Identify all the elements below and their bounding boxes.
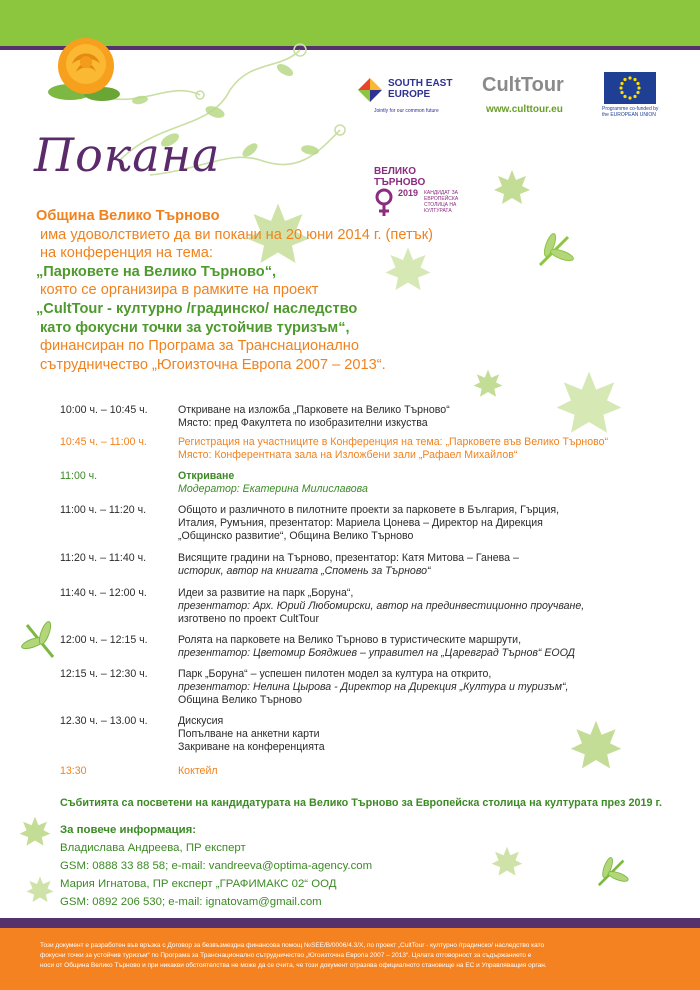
eu-flag-icon bbox=[604, 72, 656, 104]
conference-theme: „Парковете на Велико Търново“, bbox=[36, 263, 277, 280]
veliko-tarnovo-2019-logo: ВЕЛИКО ТЪРНОВО 2019 КАНДИДАТ ЗА ЕВРОПЕЙСКА СТОЛИЦА НА КУЛТУРАТА bbox=[372, 166, 472, 222]
maple-leaf-icon bbox=[25, 875, 55, 905]
footer-disclaimer: Този документ е разработен във връзка с Договор за безвъзмездна финансова помощ №SEE/B/0006/4.3/X, по проект „CultTour - културно /градинско/ наследство като фокусни точки за устойчив туризъм“ по Програма за Транснационално сътрудничество „Югоизточна Европа 2007 – 2013“. Цялата отговорност за съдържанието е носи от Община Велико Търново и при никакви обстоятелства не може да се счита, че този документ отразява официалното становище на ЕС и Управляващия орган. bbox=[40, 942, 547, 969]
dragonfly-icon bbox=[590, 850, 634, 894]
invitation-intro: Община Велико Търново има удоволствието да ви покани на 20 юни 2014 г. (петък) на конференция на тема: „Парковете на Велико Търново“, която се организира в рамките на проект „CultTour - културно /градинско/ наследство като фокусни точки за устойчив туризъм“, финансиран по Програма за Транснационално сътрудничество „Югоизточна Европа 2007 – 2013“. bbox=[36, 207, 506, 374]
culttour-name: CultTour bbox=[482, 74, 564, 96]
dragonfly-icon bbox=[15, 615, 65, 665]
south-east-europe-logo: SOUTH EAST EUROPE Jointly for our common future bbox=[354, 64, 464, 124]
maple-leaf-icon bbox=[492, 168, 532, 208]
culttour-logo bbox=[478, 64, 588, 124]
contact-heading: За повече информация: bbox=[60, 824, 197, 836]
rose-icon bbox=[40, 30, 130, 110]
capital-of-culture-note: Събитията са посветени на кандидатурата на Велико Търново за Европейска столица на културата през 2019 г. bbox=[60, 797, 662, 809]
project-name: „CultTour - културно /градинско/ наследство bbox=[36, 300, 358, 317]
maple-leaf-icon bbox=[490, 845, 524, 879]
see-emblem-icon bbox=[354, 74, 386, 106]
culttour-url[interactable]: www.culttour.eu bbox=[486, 104, 563, 115]
host-name: Община Велико Търново bbox=[36, 208, 220, 224]
eu-logo: Programme co-funded by the EUROPEAN UNION bbox=[602, 64, 662, 124]
page-title: Покана bbox=[34, 128, 221, 182]
contact-info: За повече информация: Владислава Андреева, ПР експерт GSM: 0888 33 88 58; e-mail: vandreeva@optima-agency.com Мария Игнатова, ПР експерт „ГРАФИМАКС 02“ ООД GSM: 0892 206 530; e-mail: ignatovam@gmail.com bbox=[60, 821, 372, 911]
footer-purple-stripe bbox=[0, 918, 700, 928]
dragonfly-icon bbox=[530, 225, 580, 275]
maple-leaf-icon bbox=[18, 815, 52, 849]
